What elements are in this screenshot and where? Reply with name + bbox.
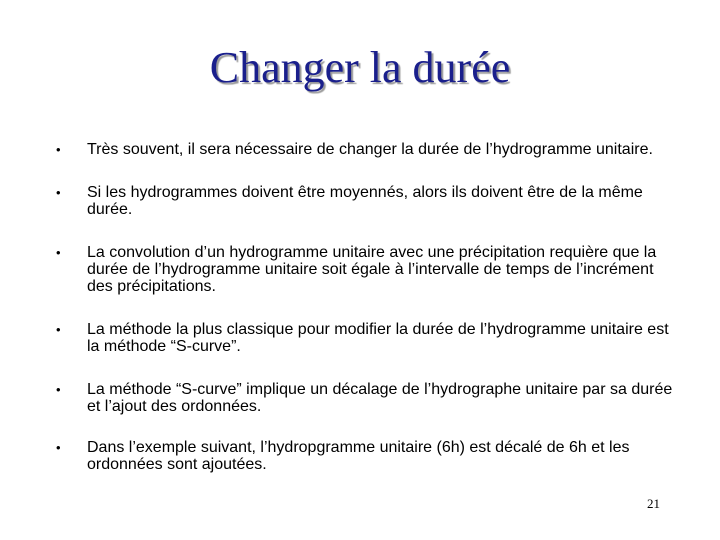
bullet-text: Très souvent, il sera nécessaire de changer la durée de l’hydrogramme unitaire.	[87, 141, 653, 158]
bullet-item	[56, 184, 676, 218]
bullet-text: Si les hydrogrammes doivent être moyennés, alors ils doivent être de la même durée.	[87, 184, 643, 218]
bullet-item	[56, 439, 676, 473]
bullet-icon: •	[56, 142, 61, 157]
bullet-text: Dans l’exemple suivant, l’hydropgramme unitaire (6h) est décalé de 6h et les ordonnées sont ajoutées.	[87, 439, 630, 473]
bullet-icon: •	[56, 322, 61, 337]
bullet-list	[56, 141, 676, 499]
bullet-icon: •	[56, 440, 61, 455]
bullet-icon: •	[56, 382, 61, 397]
slide-title: Changer la durée	[209, 43, 511, 92]
bullet-text: La convolution d’un hydrogramme unitaire avec une précipitation requière que la durée de l’hydrogramme unitaire soit égale à l’intervalle de temps de l’incrément des précipitations.	[87, 244, 657, 295]
bullet-text: La méthode “S-curve” implique un décalage de l’hydrographe unitaire par sa durée et l’ajout des ordonnées.	[87, 381, 673, 415]
bullet-item	[56, 381, 676, 415]
bullet-icon: •	[56, 185, 61, 200]
bullet-item	[56, 244, 676, 295]
bullet-icon: •	[56, 245, 61, 260]
bullet-item	[56, 141, 676, 158]
page-number: 21	[647, 496, 660, 511]
bullet-item	[56, 321, 676, 355]
bullet-text: La méthode la plus classique pour modifier la durée de l’hydrogramme unitaire est la méthode “S-curve”.	[87, 321, 669, 355]
